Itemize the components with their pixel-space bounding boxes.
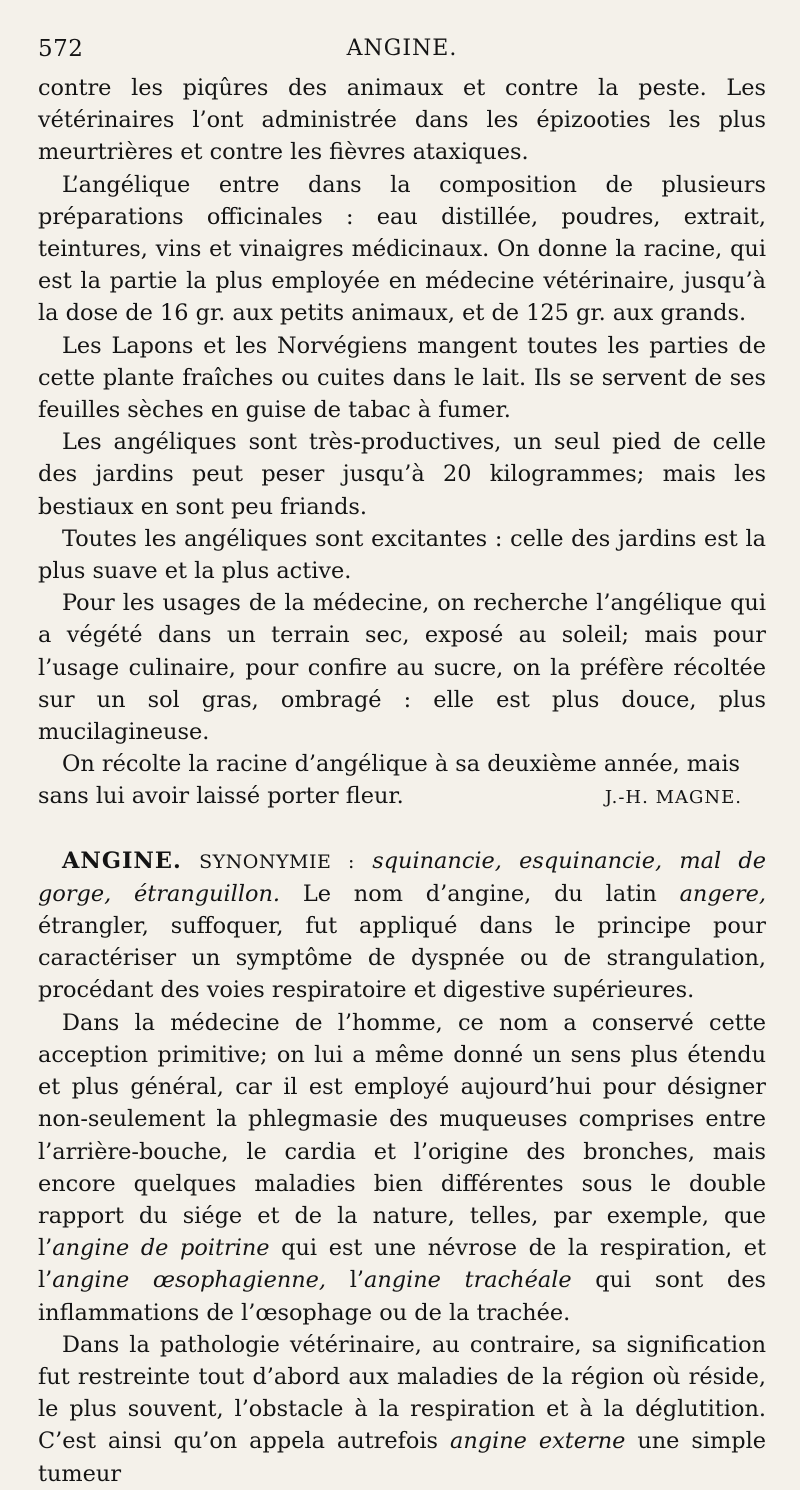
article-angine xyxy=(38,845,766,1490)
article-separator xyxy=(38,815,766,845)
latin-term: angere, xyxy=(679,880,767,907)
paragraph-medecine-homme xyxy=(38,1007,766,1329)
term-angine-externe: angine externe xyxy=(449,1428,626,1455)
paragraph-excitantes: Toutes les angéliques sont excitantes : celle des jardins est la plus suave et la plus active. xyxy=(38,525,766,585)
author-signature: J.-H. MAGNE. xyxy=(604,787,742,809)
page-header xyxy=(38,28,766,72)
text-run: qui est une névrose de la respiration, et l’ xyxy=(38,1235,766,1294)
paragraph-continuation: contre les piqûres des animaux et contre la peste. Les vétérinaires l’ont administrée dans les épizooties les plus meurtrières et contre les fièvres ataxiques. xyxy=(38,75,766,166)
term-angine-tracheale: angine trachéale xyxy=(364,1267,572,1294)
text-run: Dans la médecine de l’homme, ce nom a conservé cette acception primitive; on lui a même donné un sens plus étendu et plus général, car il est employé aujourd’hui pour désigner non-seulement la phlegmasie des muqueuses comprises entre l’arrière-bouche, le cardia et l’origine des bronches, mais encore quelques maladies bien différentes sous le double rapport du siége et de la nature, telles, par exemple, que l’ xyxy=(38,1009,766,1262)
synonymie-label: SYNONYMIE : xyxy=(199,850,355,873)
paragraph-productives: Les angéliques sont très-productives, un seul pied de celle des jardins peut peser jusqu’à 20 kilogrammes; mais les bestiaux en sont peu friands. xyxy=(38,429,766,520)
text-run: une simple tumeur xyxy=(38,1428,766,1487)
text-run: Le nom d’angine, du latin xyxy=(280,880,680,907)
paragraph-usages: Pour les usages de la médecine, on recherche l’angélique qui a végété dans un terrain sec, exposé au soleil; mais pour l’usage culinaire, pour confire au sucre, on la préfère récoltée sur un sol gras, ombragé : elle est plus douce, plus mucilagineuse. xyxy=(38,590,766,746)
term-angine-poitrine: angine de poitrine xyxy=(52,1235,270,1262)
text-run: étrangler, suffoquer, fut appliqué dans le principe pour caractériser un symptôme de dyspnée ou de strangulation, procédant des voies respiratoire et digestive supérieures. xyxy=(38,913,766,1004)
term-angine-oesophagienne: angine œsophagienne, xyxy=(52,1267,327,1294)
article-angelique xyxy=(38,72,766,815)
signature-line xyxy=(38,780,766,814)
text-run: l’ xyxy=(326,1267,364,1294)
text-run: qui sont des inflammations de l’œsophage ou de la trachée. xyxy=(38,1267,766,1326)
text-run: Dans la pathologie vétérinaire, au contraire, sa signification fut restreinte tout d’abord aux maladies de la région où réside, le plus souvent, l’obstacle à la respiration et à la déglutition. C’est ainsi qu’on appela autrefois xyxy=(38,1331,766,1455)
paragraph-recolte-end: sans lui avoir laissé porter fleur. xyxy=(38,783,404,810)
paragraph-preparations: L’angélique entre dans la composition de plusieurs préparations officinales : eau distillée, poudres, extrait, teintures, vins et vinaigres médicinaux. On donne la racine, qui est la partie la plus employée en médecine vétérinaire, jusqu’à la dose de 16 gr. aux petits animaux, et de 125 gr. aux grands. xyxy=(38,171,766,327)
paragraph-angine-definition xyxy=(38,845,766,1007)
running-head: ANGINE. xyxy=(346,36,458,61)
paragraph-lapons: Les Lapons et les Norvégiens mangent toutes les parties de cette plante fraîches ou cuites dans le lait. Ils se servent de ses feuilles sèches en guise de tabac à fumer. xyxy=(38,332,766,424)
paragraph-recolte: On récolte la racine d’angélique à sa deuxième année, mais xyxy=(62,751,741,778)
synonyms-list: squinancie, esquinancie, mal de gorge, étranguillon. xyxy=(38,847,766,907)
page-number: 572 xyxy=(38,36,84,62)
article-headword: ANGINE. xyxy=(62,847,182,874)
paragraph-pathologie-veterinaire xyxy=(38,1329,766,1490)
document-page xyxy=(38,28,766,1490)
